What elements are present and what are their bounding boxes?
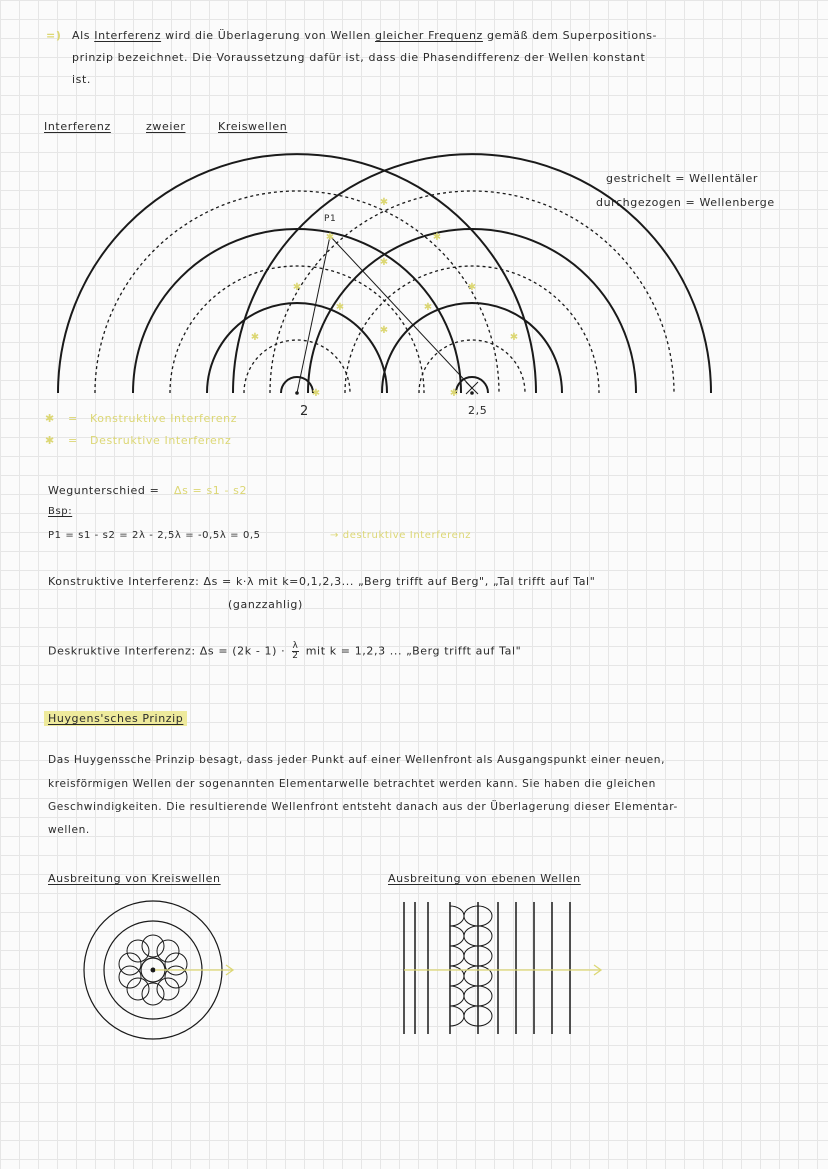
legend-solid: durchgezogen = Wellenberge — [596, 196, 775, 209]
key-constructive-symbol: ✱ — [45, 412, 55, 425]
key-destructive-text: Destruktive Interferenz — [90, 434, 232, 447]
huygens-title: Huygens'sches Prinzip — [44, 711, 187, 726]
heading-interferenz: Interferenz — [44, 120, 111, 133]
marker-constructive: ✱ — [379, 257, 389, 268]
fraction-denominator: 2 — [292, 651, 299, 661]
intro-line-3: ist. — [72, 73, 91, 86]
plane-elementary-waves — [450, 906, 492, 1026]
heading-zweier: zweier — [146, 120, 186, 133]
huygens-text-2: kreisförmigen Wellen der sogenannten Elementarwelle betrachtet werden kann. Sie haben die gleichen — [48, 778, 656, 790]
marker-constructive: ✱ — [292, 282, 302, 293]
marker-constructive: ✱ — [467, 282, 477, 293]
marker-destructive: ✱ — [449, 388, 459, 399]
rule-destructive-condition: mit k = 1,2,3 ... „Berg trifft auf Tal" — [305, 644, 522, 658]
point-label-p1: P1 — [324, 214, 337, 224]
example-result: → destruktive Interferenz — [330, 530, 472, 541]
term-gleicher-frequenz: gleicher Frequenz — [375, 29, 483, 42]
distance-label-right: 2,5 — [468, 404, 488, 417]
marker-destructive: ✱ — [325, 232, 335, 243]
marker-destructive: ✱ — [311, 388, 321, 399]
legend-dashed: gestrichelt = Wellentäler — [606, 172, 758, 185]
key-destructive-symbol: ✱ — [45, 434, 55, 447]
distance-label-left: 2 — [300, 404, 309, 419]
plane-waves-title: Ausbreitung von ebenen Wellen — [388, 872, 581, 885]
rule-destructive-formula: Deskruktive Interferenz: Δs = (2k - 1) · — [48, 644, 286, 658]
marker-destructive: ✱ — [335, 302, 345, 313]
path-difference-label: Wegunterschied = — [48, 484, 160, 497]
intro-text: Als — [72, 29, 95, 42]
huygens-text-1: Das Huygenssche Prinzip besagt, dass jeder Punkt auf einer Wellenfront als Ausgangspunkt einer neuen, — [48, 754, 666, 766]
rule-constructive-note: (ganzzahlig) — [228, 598, 303, 611]
intro-text: gemäß dem Superpositions- — [482, 29, 658, 42]
example-label: Bsp: — [48, 506, 73, 517]
marker-destructive: ✱ — [423, 302, 433, 313]
heading-kreiswellen: Kreiswellen — [218, 120, 288, 133]
marker-constructive: ✱ — [379, 197, 389, 208]
intro-line-2: prinzip bezeichnet. Die Voraussetzung dafür ist, dass die Phasendifferenz der Wellen konstant — [72, 51, 646, 64]
marker-destructive: ✱ — [509, 332, 519, 343]
circular-waves-title: Ausbreitung von Kreiswellen — [48, 872, 221, 885]
fraction-numerator: λ — [292, 641, 299, 651]
marker-constructive: ✱ — [379, 325, 389, 336]
huygens-text-4: wellen. — [48, 824, 90, 836]
intro-text: wird die Überlagerung von Wellen — [161, 29, 376, 42]
wave-source — [151, 968, 156, 973]
path-difference-formula: Δs = s1 - s2 — [174, 484, 248, 497]
marker-destructive: ✱ — [432, 232, 442, 243]
key-eq: = — [68, 434, 78, 447]
term-interferenz: Interferenz — [94, 29, 162, 42]
key-eq: = — [68, 412, 78, 425]
rule-constructive: Konstruktive Interferenz: Δs = k·λ mit k=0,1,2,3... „Berg trifft auf Berg", „Tal trifft auf Tal" — [48, 575, 596, 588]
key-constructive-text: Konstruktive Interferenz — [90, 412, 238, 425]
arrow-marker: =) — [46, 29, 62, 42]
huygens-text-3: Geschwindigkeiten. Die resultierende Wellenfront entsteht danach aus der Überlagerung dieser Elementar- — [48, 801, 678, 813]
marker-destructive: ✱ — [250, 332, 260, 343]
example-calculation: P1 = s1 - s2 = 2λ - 2,5λ = -0,5λ = 0,5 — [48, 530, 261, 541]
